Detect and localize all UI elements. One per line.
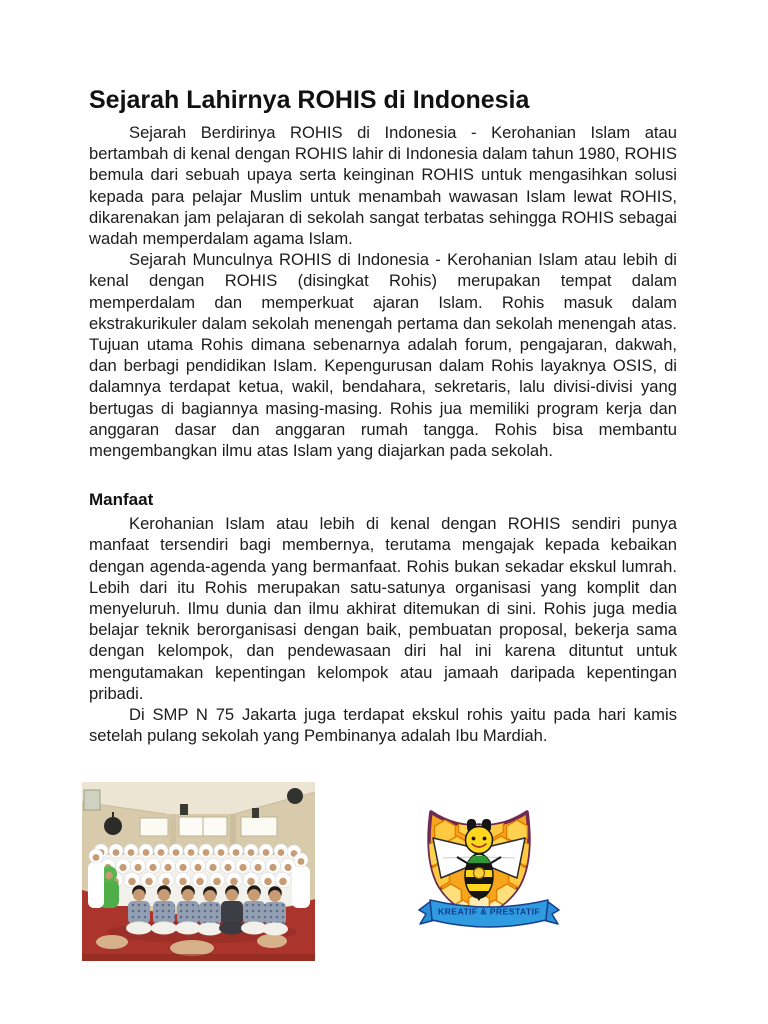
photo-windows	[140, 817, 277, 836]
logo-ribbon-label: KREATIF & PRESTATIF	[438, 906, 540, 917]
section-heading-manfaat: Manfaat	[89, 490, 154, 510]
paragraph-smp-75-jakarta: Di SMP N 75 Jakarta juga terdapat ekskul rohis yaitu pada hari kamis setelah pulang sekolah yang Pembinanya adalah Ibu Mardiah.	[89, 705, 677, 746]
rohis-logo-image	[417, 800, 562, 940]
photo-plaque	[84, 790, 100, 810]
paragraph-sejarah-munculnya: Sejarah Munculnya ROHIS di Indonesia - Kerohanian Islam atau lebih di kenal dengan ROHIS (disingkat Rohis) merupakan tempat dalam memperdalam dan memperkuat ajaran Islam. Rohis masuk dalam ekstrakurikuler dalam sekolah menengah pertama dan sekolah menengah atas. Tujuan utama Rohis dimana sebenarnya adalah forum, pengajaran, dakwah, dan berbagi pendidikan Islam. Kepengurusan dalam Rohis layaknya OSIS, di dalamnya terdapat ketua, wakil, bendahara, sekretaris, lalu divisi-divisi yang bertugas di bagiannya masing-masing. Rohis jua memiliki program kerja dan anggaran dasar dan anggaran rumah tangga. Rohis bisa membantu mengembangkan ilmu atas Islam yang diajarkan pada sekolah.	[89, 250, 677, 461]
page-title: Sejarah Lahirnya ROHIS di Indonesia	[89, 86, 530, 114]
group-photo-image	[82, 782, 315, 961]
figure-row	[82, 782, 677, 961]
paragraph-sejarah-berdirinya: Sejarah Berdirinya ROHIS di Indonesia - Kerohanian Islam atau bertambah di kenal dengan ROHIS lahir di Indonesia dalam tahun 1980, ROHIS bemula dari sebuah upaya serta keinginan ROHIS untuk mengasihkan solusi kepada para pelajar Muslim untuk menambah wawasan Islam lewat ROHIS, dikarenakan jam pelajaran di sekolah sangat terbatas sehingga ROHIS sebagai wadah memperdalam agama Islam.	[89, 123, 677, 249]
paragraph-manfaat: Kerohanian Islam atau lebih di kenal dengan ROHIS sendiri punya manfaat tersendiri bagi membernya, terutama mengajak kepada kebaikan dengan agenda-agenda yang bermanfaat. Rohis bukan sekadar ekskul lumrah. Lebih dari itu Rohis merupakan satu-satunya organisasi yang komplit dan menyeluruh. Ilmu dunia dan ilmu akhirat ditemukan di sini. Rohis juga media belajar teknik berorganisasi dengan baik, pembuatan proposal, bekerja sama dengan kelompok, dan pendewasaan diri hal ini karena dituntut untuk mengutamakan kepentingan kelompok atau jamaah daripada kepentingan pribadi.	[89, 514, 677, 703]
